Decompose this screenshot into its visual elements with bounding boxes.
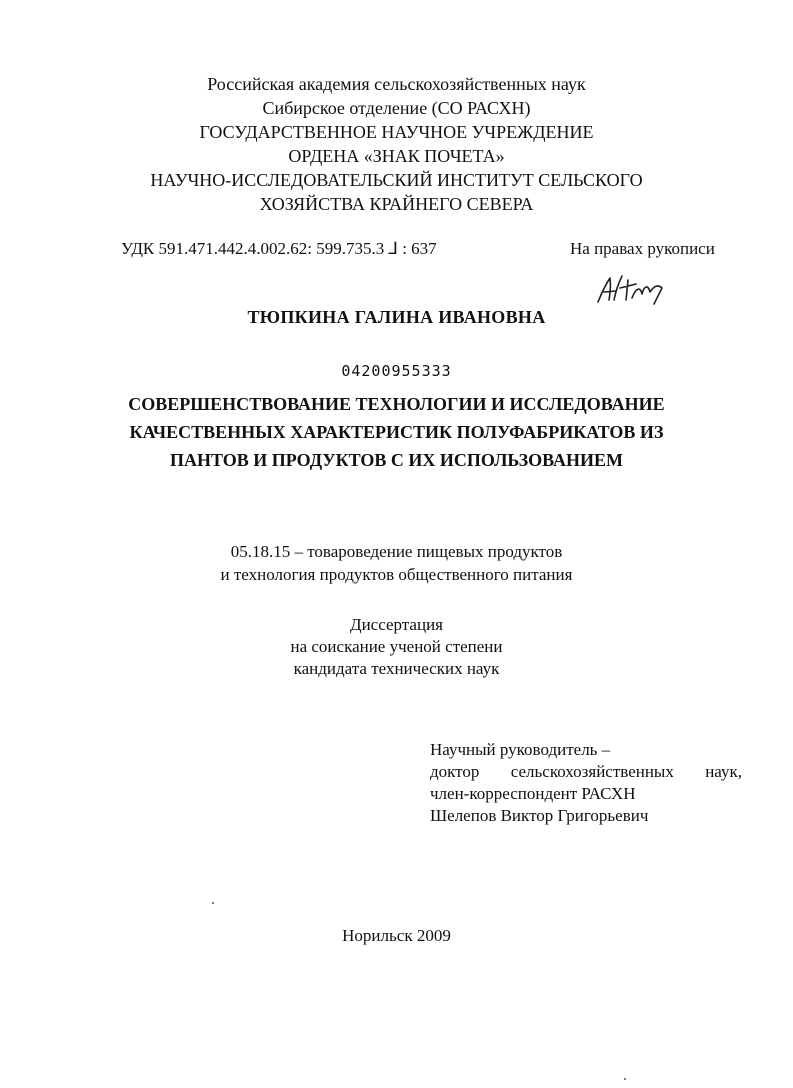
degree-line: Диссертация bbox=[349, 615, 443, 634]
header-line: ХОЗЯЙСТВА КРАЙНЕГО СЕВЕРА bbox=[259, 194, 534, 214]
dissertation-title bbox=[0, 390, 793, 474]
title-line: ПАНТОВ И ПРОДУКТОВ С ИХ ИСПОЛЬЗОВАНИЕМ bbox=[169, 450, 623, 470]
specialty-line: и технология продуктов общественного питания bbox=[220, 565, 573, 584]
header-line: Сибирское отделение (СО РАСХН) bbox=[262, 98, 531, 118]
institution-header bbox=[0, 72, 793, 216]
city-year: Норильск 2009 bbox=[342, 926, 451, 945]
udc-code: УДК 591.471.442.4.002.62: 599.735.3 ⅃ : 637 bbox=[121, 239, 437, 258]
scan-speck bbox=[624, 1078, 626, 1080]
supervisor-line: Научный руководитель – bbox=[430, 740, 611, 759]
degree-line: на соискание ученой степени bbox=[290, 637, 503, 656]
manuscript-rights: На правах рукописи bbox=[570, 239, 715, 258]
author-name: ТЮПКИНА ГАЛИНА ИВАНОВНА bbox=[247, 307, 546, 327]
document-number: 04200955333 bbox=[341, 362, 452, 380]
signature-mark bbox=[592, 270, 672, 310]
supervisor-block bbox=[430, 739, 742, 827]
header-line: НАУЧНО-ИССЛЕДОВАТЕЛЬСКИЙ ИНСТИТУТ СЕЛЬСКОГО bbox=[150, 170, 643, 190]
scan-speck bbox=[212, 902, 214, 904]
degree-line: кандидата технических наук bbox=[293, 659, 500, 678]
header-line: ГОСУДАРСТВЕННОЕ НАУЧНОЕ УЧРЕЖДЕНИЕ bbox=[199, 122, 594, 142]
supervisor-line: доктор сельскохозяйственных наук, bbox=[430, 762, 742, 781]
title-line: КАЧЕСТВЕННЫХ ХАРАКТЕРИСТИК ПОЛУФАБРИКАТОВ ИЗ bbox=[129, 422, 664, 442]
supervisor-line: член-корреспондент РАСХН bbox=[430, 784, 636, 803]
header-line: ОРДЕНА «ЗНАК ПОЧЕТА» bbox=[288, 146, 505, 166]
title-line: СОВЕРШЕНСТВОВАНИЕ ТЕХНОЛОГИИ И ИССЛЕДОВАНИЕ bbox=[128, 394, 665, 414]
header-line: Российская академия сельскохозяйственных наук bbox=[207, 74, 586, 94]
degree-statement bbox=[0, 614, 793, 680]
specialty-line: 05.18.15 – товароведение пищевых продуктов bbox=[230, 542, 563, 561]
supervisor-line: Шелепов Виктор Григорьевич bbox=[430, 806, 649, 825]
specialty-code bbox=[0, 540, 793, 586]
